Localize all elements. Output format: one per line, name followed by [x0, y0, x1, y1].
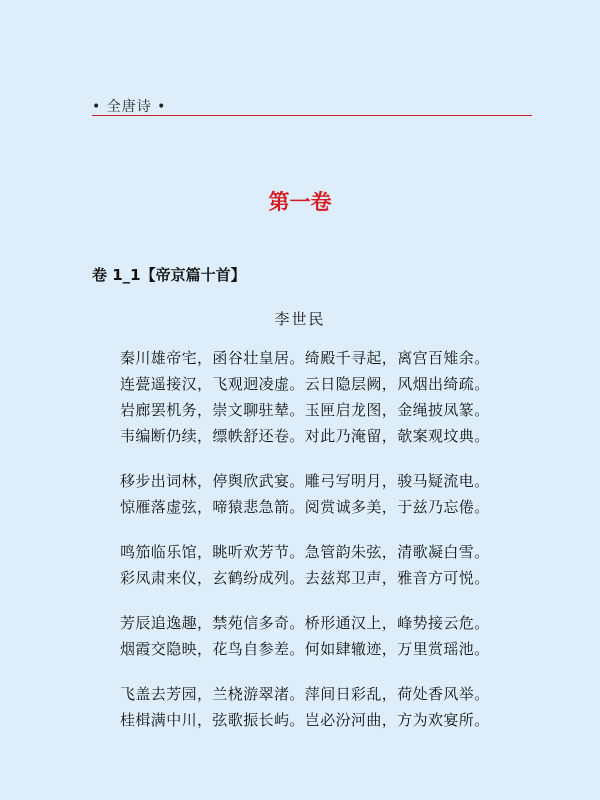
section-heading: 卷 1_1【帝京篇十首】 [92, 266, 246, 284]
poem-line: 芳辰追逸趣，禁苑信多奇。桥形通汉上，峰势接云危。 [120, 614, 490, 632]
poem-line: 连甍遥接汉，飞观迥凌虚。云日隐层阙，风烟出绮疏。 [120, 375, 490, 393]
poem-line: 烟霞交隐映，花鸟自参差。何如肆辙迹，万里赏瑶池。 [120, 640, 490, 658]
poem-line: 彩凤肃来仪，玄鹤纷成列。去兹郑卫声，雅音方可悦。 [120, 569, 490, 587]
stanza [120, 610, 520, 662]
poem-line: 鸣笳临乐馆，眺听欢芳节。急管韵朱弦，清歌凝白雪。 [120, 543, 490, 561]
stanza [120, 345, 520, 449]
volume-title: 第一卷 [268, 190, 332, 214]
stanza [120, 681, 520, 733]
poem-author: 李世民 [274, 310, 326, 328]
poem-line: 岩廊罢机务，崇文聊驻辇。玉匣启龙图，金绳披凤篆。 [120, 401, 490, 419]
running-head: • 全唐诗 • [92, 99, 167, 115]
header-rule [92, 115, 532, 116]
poem-line: 韦编断仍续，缥帙舒还卷。对此乃淹留，欹案观坟典。 [120, 427, 490, 445]
poem-line: 移步出词林，停舆欣武宴。雕弓写明月，骏马疑流电。 [120, 472, 490, 490]
stanza [120, 539, 520, 591]
poem-line: 秦川雄帝宅，函谷壮皇居。绮殿千寻起，离宫百雉余。 [120, 349, 490, 367]
poem-body [120, 345, 520, 752]
poem-line: 飞盖去芳园，兰桡游翠渚。萍间日彩乱，荷处香风举。 [120, 685, 490, 703]
poem-line: 桂楫满中川，弦歌振长屿。岂必汾河曲，方为欢宴所。 [120, 711, 490, 729]
poem-line: 惊雁落虚弦，啼猿悲急箭。阅赏诚多美，于兹乃忘倦。 [120, 498, 490, 516]
stanza [120, 468, 520, 520]
